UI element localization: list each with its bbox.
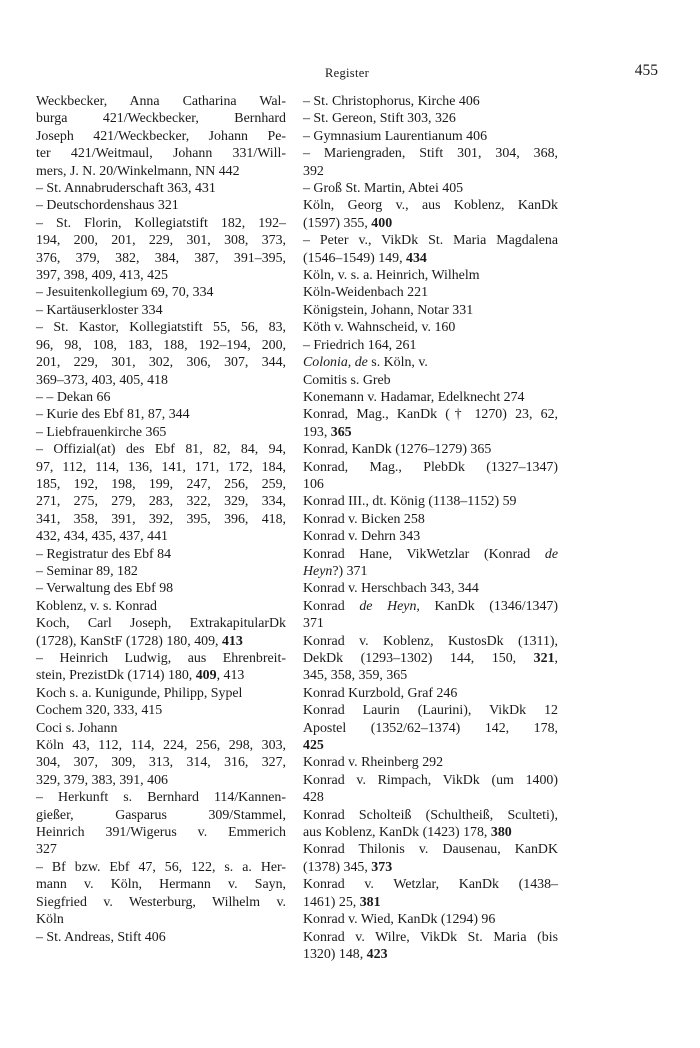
entry-line: – Gymnasium Laurentianum 406 — [303, 128, 488, 144]
entry-line: Heyn?) 371 — [303, 563, 368, 579]
entry-line: Konrad v. Wilre, VikDk St. Maria (bis — [303, 929, 558, 945]
index-entry — [36, 859, 286, 929]
entry-line: – Seminar 89, 182 — [36, 563, 138, 579]
index-entry — [303, 319, 558, 336]
bold-page-ref: 321 — [533, 651, 555, 666]
index-entry — [303, 580, 558, 597]
entry-line: Konrad de Heyn, KanDk (1346/1347) — [303, 598, 558, 614]
index-entry — [303, 180, 558, 197]
entry-line: 371 — [303, 616, 324, 632]
index-entry — [36, 441, 286, 545]
entry-line: Coci s. Johann — [36, 720, 118, 736]
entry-line: – Groß St. Martin, Abtei 405 — [303, 181, 464, 197]
index-entry — [303, 754, 558, 771]
entry-line: Konrad, KanDk (1276–1279) 365 — [303, 442, 492, 458]
entry-line: Konrad v. Rimpach, VikDk (um 1400) — [303, 772, 558, 788]
entry-line: (1597) 355, 400 — [303, 215, 393, 231]
entry-line: – Registratur des Ebf 84 — [36, 546, 172, 562]
index-entry — [36, 737, 286, 789]
page-number: 455 — [634, 62, 658, 79]
entry-line: 1461) 25, 381 — [303, 894, 381, 910]
index-entry — [303, 807, 558, 842]
bold-page-ref: 434 — [406, 250, 427, 266]
index-entry — [303, 197, 558, 232]
entry-line: Konrad v. Herschbach 343, 344 — [303, 581, 479, 597]
index-entry — [303, 389, 558, 406]
entry-line: 106 — [303, 476, 324, 492]
index-entry — [303, 354, 558, 371]
entry-line: Konrad Scholteiß (Schultheiß, Sculteti), — [303, 807, 558, 823]
index-entry — [303, 528, 558, 545]
entry-line: Konrad Hane, VikWetzlar (Konrad de — [303, 546, 558, 562]
entry-line: Koch s. a. Kunigunde, Philipp, Sypel — [36, 685, 243, 701]
index-entry — [36, 650, 286, 685]
entry-line: burga 421/Weckbecker, Bernhard — [36, 111, 286, 127]
entry-line: 329, 379, 383, 391, 406 — [36, 772, 168, 788]
index-entry — [303, 145, 558, 180]
entry-line: mers, J. N. 20/Winkelmann, NN 442 — [36, 163, 240, 179]
italic-term: Heyn — [303, 563, 333, 579]
index-entry — [303, 493, 558, 510]
entry-line: – Kartäuserkloster 334 — [36, 302, 163, 318]
entry-line: 304, 307, 309, 313, 314, 316, 327, — [36, 755, 286, 771]
entry-line: Köth v. Wahnscheid, v. 160 — [303, 320, 456, 336]
entry-line: Köln, v. s. a. Heinrich, Wilhelm — [303, 268, 480, 284]
index-entry — [303, 772, 558, 807]
index-entry — [36, 580, 286, 597]
entry-line: Konemann v. Hadamar, Edelknecht 274 — [303, 389, 525, 405]
index-entry — [303, 459, 558, 494]
entry-line: – Bf bzw. Ebf 47, 56, 122, s. a. Her- — [36, 859, 286, 875]
bold-page-ref: 409 — [195, 668, 217, 684]
index-entry — [36, 789, 286, 859]
index-entry — [303, 876, 558, 911]
index-entry — [303, 546, 558, 581]
entry-line: – St. Florin, Kollegiatstift 182, 192– — [36, 215, 286, 231]
entry-line: Konrad III., dt. König (1138–1152) 59 — [303, 494, 517, 510]
entry-line: – St. Christophorus, Kirche 406 — [303, 94, 480, 109]
index-entry — [36, 406, 286, 423]
entry-line: 96, 98, 108, 183, 188, 192–194, 200, — [36, 337, 286, 353]
entry-line: Köln-Weidenbach 221 — [303, 285, 429, 301]
entry-line: Konrad v. Koblenz, KustosDk (1311), — [303, 633, 558, 649]
entry-line: 97, 112, 114, 136, 141, 171, 172, 184, — [36, 459, 286, 475]
index-entry — [36, 598, 286, 615]
entry-line: – Kurie des Ebf 81, 87, 344 — [36, 407, 190, 423]
entry-line: 345, 358, 359, 365 — [303, 668, 408, 684]
entry-line: Köln — [36, 912, 64, 928]
index-entry — [36, 929, 286, 946]
entry-line: – Offizial(at) des Ebf 81, 82, 84, 94, — [36, 442, 286, 458]
entry-line: 397, 398, 409, 413, 425 — [36, 268, 168, 284]
index-entry — [303, 128, 558, 145]
entry-line: 1320) 148, 423 — [303, 946, 388, 962]
entry-line: Joseph 421/Weckbecker, Johann Pe- — [36, 128, 286, 144]
index-entry — [303, 406, 558, 441]
index-entry — [36, 302, 286, 319]
entry-line: 432, 434, 435, 437, 441 — [36, 529, 168, 545]
entry-line: Konrad v. Wied, KanDk (1294) 96 — [303, 912, 496, 928]
entry-line: 201, 229, 301, 302, 306, 307, 344, — [36, 355, 286, 371]
index-column-right — [303, 93, 558, 963]
entry-line: 376, 379, 382, 384, 387, 391–395, — [36, 250, 286, 266]
entry-line: – – Dekan 66 — [36, 389, 111, 405]
index-entry — [303, 441, 558, 458]
entry-line: Konrad v. Rheinberg 292 — [303, 755, 444, 771]
running-head — [36, 62, 658, 84]
entry-line: – St. Andreas, Stift 406 — [36, 929, 166, 945]
entry-line: Heinrich 391/Wigerus v. Emmerich — [36, 825, 286, 841]
entry-line: stein, PrezistDk (1714) 180, 409, 413 — [36, 668, 245, 684]
index-entry — [36, 424, 286, 441]
bold-page-ref: 425 — [303, 738, 324, 754]
entry-line: Colonia, de s. Köln, v. — [303, 355, 428, 371]
entry-line: Apostel (1352/62–1374) 142, 178, — [303, 720, 558, 736]
entry-line: – St. Kastor, Kollegiatstift 55, 56, 83, — [36, 320, 286, 336]
entry-line: Konrad, Mag., PlebDk (1327–1347) — [303, 459, 558, 475]
bold-page-ref: 400 — [371, 215, 393, 231]
entry-line: Konrad Laurin (Laurini), VikDk 12 — [303, 703, 558, 719]
bold-page-ref: 365 — [330, 424, 352, 440]
entry-line: 327 — [36, 842, 57, 858]
entry-line: 341, 358, 391, 392, 395, 396, 418, — [36, 511, 286, 527]
entry-line: ter 421/Weitmaul, Johann 331/Will- — [36, 146, 286, 162]
italic-term: de Heyn — [359, 598, 417, 614]
index-entry — [303, 633, 558, 685]
index-entry — [36, 93, 286, 180]
entry-line: Köln, Georg v., aus Koblenz, KanDk — [303, 198, 558, 214]
index-entry — [303, 267, 558, 284]
index-entry — [36, 389, 286, 406]
entry-line: DekDk (1293–1302) 144, 150, 321, — [303, 651, 558, 666]
entry-line: – Deutschordenshaus 321 — [36, 198, 179, 214]
entry-line: Köln 43, 112, 114, 224, 256, 298, 303, — [36, 738, 286, 754]
entry-line: – Jesuitenkollegium 69, 70, 334 — [36, 285, 214, 301]
index-entry — [303, 337, 558, 354]
entry-line: – Verwaltung des Ebf 98 — [36, 581, 174, 597]
index-entry — [303, 702, 558, 754]
entry-line: Konrad, Mag., KanDk († 1270) 23, 62, — [303, 407, 558, 423]
index-entry — [303, 598, 558, 633]
bold-page-ref: 423 — [366, 946, 388, 962]
index-entry — [36, 720, 286, 737]
index-entry — [303, 929, 558, 964]
entry-line: – Mariengraden, Stift 301, 304, 368, — [303, 146, 558, 162]
index-column-left — [36, 93, 286, 946]
index-entry — [36, 180, 286, 197]
index-entry — [36, 197, 286, 214]
entry-line: – Friedrich 164, 261 — [303, 337, 417, 353]
italic-term: Colonia, de — [303, 355, 368, 371]
entry-line: Konrad v. Dehrn 343 — [303, 529, 421, 545]
entry-line: 194, 200, 201, 229, 301, 308, 373, — [36, 233, 286, 249]
entry-line: Königstein, Johann, Notar 331 — [303, 302, 474, 318]
index-entry — [303, 841, 558, 876]
index-entry — [36, 546, 286, 563]
entry-line: 193, 365 — [303, 424, 352, 440]
index-entry — [36, 615, 286, 650]
entry-line: gießer, Gasparus 309/Stammel, — [36, 807, 286, 823]
entry-line: Konrad Thilonis v. Dausenau, KanDK — [303, 842, 558, 858]
entry-line: Cochem 320, 333, 415 — [36, 703, 163, 719]
index-entry — [303, 372, 558, 389]
index-entry — [303, 232, 558, 267]
index-entry — [36, 319, 286, 389]
index-entry — [303, 511, 558, 528]
index-entry — [303, 284, 558, 301]
index-entry — [303, 685, 558, 702]
entry-line: 428 — [303, 790, 324, 806]
entry-line: – Peter v., VikDk St. Maria Magdalena — [303, 233, 558, 249]
entry-line — [303, 737, 558, 754]
entry-line: (1378) 345, 373 — [303, 859, 393, 875]
index-entry — [303, 93, 558, 110]
entry-line: Konrad v. Bicken 258 — [303, 511, 425, 527]
index-entry — [303, 302, 558, 319]
bold-page-ref: 380 — [490, 825, 512, 841]
entry-line: Comitis s. Greb — [303, 372, 391, 388]
entry-line: – Liebfrauenkirche 365 — [36, 424, 167, 440]
entry-line: 185, 192, 198, 199, 247, 256, 259, — [36, 476, 286, 492]
index-entry — [36, 284, 286, 301]
index-entry — [36, 215, 286, 285]
italic-term: de — [544, 546, 558, 562]
entry-line: 369–373, 403, 405, 418 — [36, 372, 168, 388]
entry-line: Konrad v. Wetzlar, KanDk (1438– — [303, 877, 558, 893]
index-entry — [303, 911, 558, 928]
entry-line: 271, 275, 279, 283, 322, 329, 334, — [36, 494, 286, 510]
bold-page-ref: 413 — [221, 633, 243, 649]
entry-line: Konrad Kurzbold, Graf 246 — [303, 685, 458, 701]
index-entry — [303, 110, 558, 127]
entry-line: Koblenz, v. s. Konrad — [36, 598, 157, 614]
entry-line: – Herkunft s. Bernhard 114/Kannen- — [36, 790, 286, 806]
index-entry — [36, 702, 286, 719]
entry-line: aus Koblenz, KanDk (1423) 178, 380 — [303, 825, 512, 841]
entry-line: – St. Gereon, Stift 303, 326 — [303, 111, 456, 127]
entry-line: Koch, Carl Joseph, ExtrakapitularDk — [36, 616, 286, 632]
entry-line: (1728), KanStF (1728) 180, 409, 413 — [36, 633, 243, 649]
index-entry — [36, 685, 286, 702]
entry-line: 392 — [303, 163, 324, 179]
entry-line: (1546–1549) 149, 434 — [303, 250, 427, 266]
bold-page-ref: 381 — [359, 894, 381, 910]
entry-line: Siegfried v. Westerburg, Wilhelm v. — [36, 894, 286, 910]
entry-line: – St. Annabruderschaft 363, 431 — [36, 181, 216, 197]
index-entry — [36, 563, 286, 580]
entry-line: mann v. Köln, Hermann v. Sayn, — [36, 877, 286, 893]
running-title: Register — [324, 66, 370, 80]
entry-line: – Heinrich Ludwig, aus Ehrenbreit- — [36, 651, 286, 666]
bold-page-ref: 373 — [371, 859, 393, 875]
entry-line: Weckbecker, Anna Catharina Wal- — [36, 94, 286, 109]
